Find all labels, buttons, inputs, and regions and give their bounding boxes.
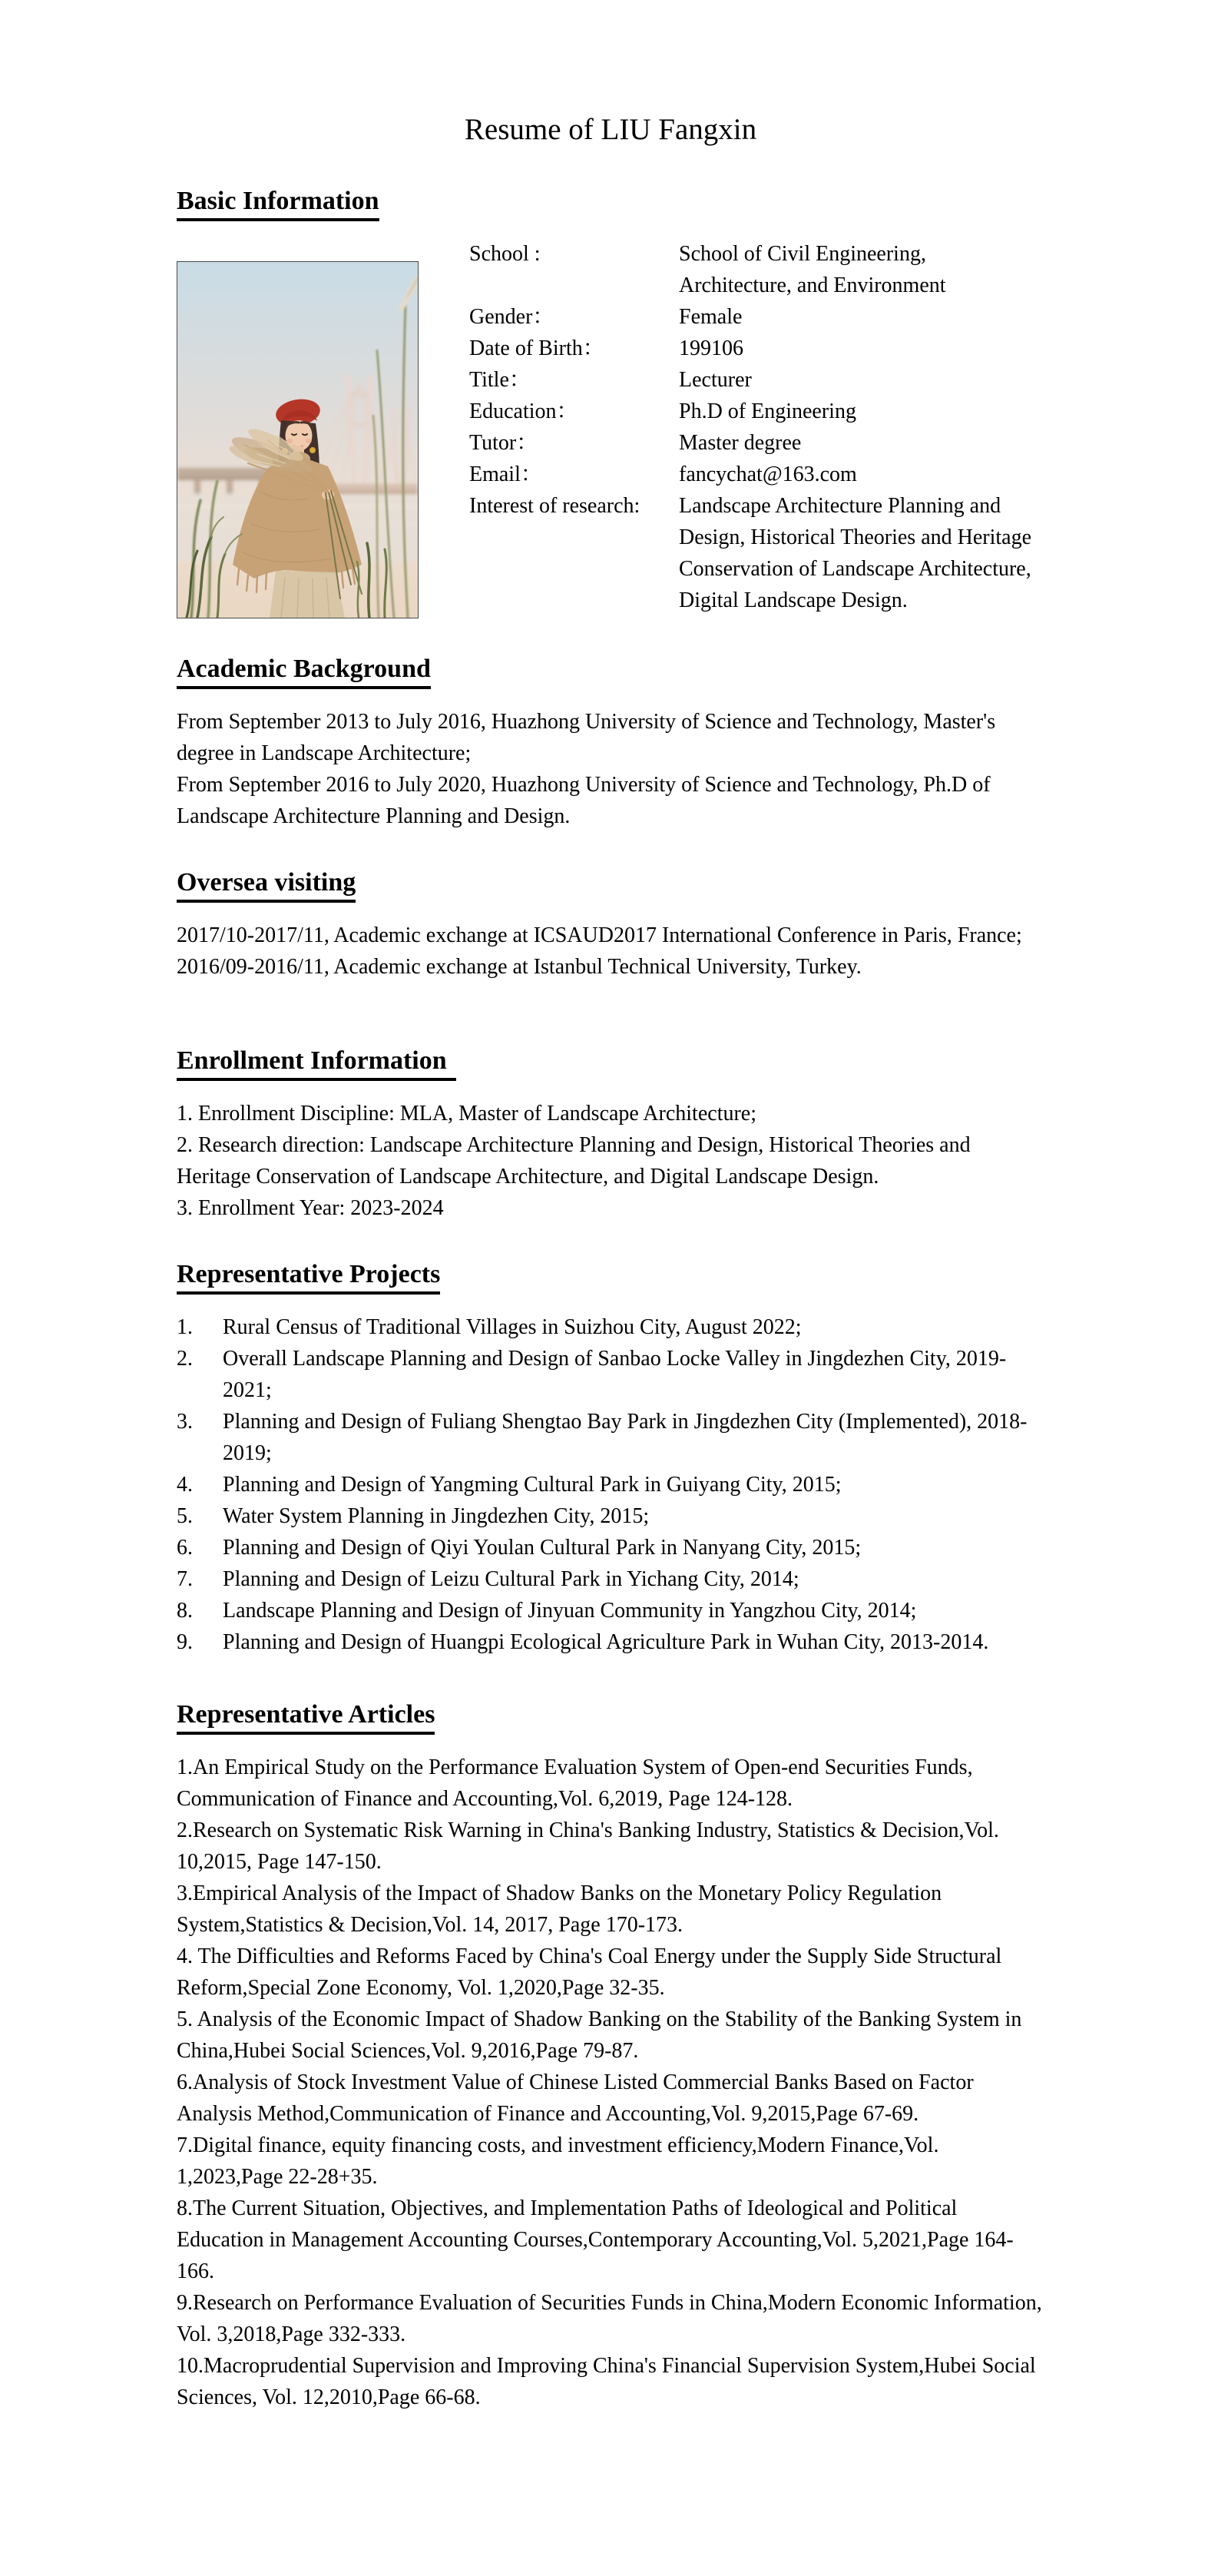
field-label: Gender： [469, 305, 554, 329]
enrollment-item: 2. Research direction: Landscape Architecture Planning and Design, Historical Theories and Heritage Conservation of Landscape Architecture, and Digital Landscape Design. [177, 1133, 971, 1189]
basic-info-section [177, 238, 1044, 618]
academic-paragraph: From September 2013 to July 2016, Huazhong University of Science and Technology, Master's degree in Landscape Architecture; [177, 710, 996, 765]
field-label: Email： [469, 462, 542, 486]
basic-info-row [469, 459, 1044, 490]
project-item [177, 1406, 1044, 1469]
section-heading-enrollment [177, 1046, 1044, 1081]
field-value: Master degree [679, 431, 802, 455]
basic-info-row [469, 333, 1044, 364]
field-label: Interest of research: [469, 494, 640, 518]
section-heading-oversea-label: Oversea visiting [177, 867, 356, 903]
project-number: 8. [177, 1599, 193, 1623]
portrait-photo-image [177, 262, 418, 618]
project-item [177, 1595, 1044, 1626]
article-item: 2.Research on Systematic Risk Warning in China's Banking Industry, Statistics & Decision,Vol. 10,2015, Page 147-150. [177, 1818, 999, 1874]
field-label: Date of Birth： [469, 337, 604, 360]
section-heading-academic-label: Academic Background [177, 654, 431, 689]
article-item: 3.Empirical Analysis of the Impact of Shadow Banks on the Monetary Policy Regulation System,Statistics & Decision,Vol. 14, 2017, Page 170-173. [177, 1881, 942, 1937]
basic-info-fields [469, 238, 1044, 616]
section-heading-enrollment-label: Enrollment Information [177, 1046, 456, 1081]
project-text: Rural Census of Traditional Villages in Suizhou City, August 2022; [223, 1315, 802, 1339]
field-value: fancychat@163.com [679, 462, 857, 486]
project-text: Water System Planning in Jingdezhen City, 2015; [223, 1504, 650, 1528]
field-value: School of Civil Engineering, Architecture, and Environment [679, 242, 946, 297]
basic-info-row [469, 396, 1044, 427]
page-title: Resume of LIU Fangxin [464, 113, 757, 146]
field-value: Ph.D of Engineering [679, 399, 856, 423]
project-text: Overall Landscape Planning and Design of Sanbao Locke Valley in Jingdezhen City, 2019-2021; [223, 1347, 1007, 1402]
project-text: Landscape Planning and Design of Jinyuan Community in Yangzhou City, 2014; [223, 1599, 917, 1623]
project-item [177, 1626, 1044, 1658]
field-label: Tutor： [469, 431, 538, 455]
project-number: 9. [177, 1630, 193, 1654]
article-item: 5. Analysis of the Economic Impact of Shadow Banking on the Stability of the Banking System in China,Hubei Social Sciences,Vol. 9,2016,Page 79-87. [177, 2007, 1022, 2063]
project-item [177, 1500, 1044, 1532]
project-number: 3. [177, 1410, 193, 1434]
project-number: 5. [177, 1504, 193, 1528]
section-heading-projects-label: Representative Projects [177, 1259, 440, 1295]
oversea-paragraph: 2016/09-2016/11, Academic exchange at Istanbul Technical University, Turkey. [177, 955, 862, 979]
project-item [177, 1469, 1044, 1500]
project-item [177, 1343, 1044, 1406]
basic-info-row [469, 427, 1044, 459]
section-heading-academic [177, 654, 1044, 689]
section-heading-projects [177, 1259, 1044, 1295]
basic-info-row [469, 364, 1044, 396]
basic-info-row [469, 238, 1044, 301]
project-number: 1. [177, 1315, 193, 1339]
article-item: 1.An Empirical Study on the Performance Evaluation System of Open-end Securities Funds, Communication of Finance and Accounting,Vol. 6,2019, Page 124-128. [177, 1755, 973, 1811]
section-heading-articles-label: Representative Articles [177, 1699, 435, 1735]
field-value: 199106 [679, 337, 743, 360]
basic-info-row [469, 490, 1044, 616]
project-text: Planning and Design of Yangming Cultural Park in Guiyang City, 2015; [223, 1473, 842, 1497]
project-text: Planning and Design of Fuliang Shengtao Bay Park in Jingdezhen City (Implemented), 2018-2019; [223, 1410, 1028, 1465]
field-label: Education： [469, 399, 578, 423]
section-heading-basic [177, 186, 1044, 221]
section-heading-articles [177, 1699, 1044, 1735]
article-item: 8.The Current Situation, Objectives, and Implementation Paths of Ideological and Political Education in Management Accounting Courses,Contemporary Accounting,Vol. 5,2021,Page 164-166. [177, 2196, 1014, 2283]
article-item: 10.Macroprudential Supervision and Improving China's Financial Supervision System,Hubei Social Sciences, Vol. 12,2010,Page 66-68. [177, 2354, 1036, 2409]
enrollment-item: 3. Enrollment Year: 2023-2024 [177, 1196, 444, 1220]
field-label: Title： [469, 368, 531, 392]
project-text: Planning and Design of Leizu Cultural Park in Yichang City, 2014; [223, 1567, 799, 1591]
section-heading-oversea [177, 867, 1044, 903]
project-item [177, 1532, 1044, 1563]
project-number: 7. [177, 1567, 193, 1591]
field-value: Lecturer [679, 368, 752, 392]
project-item [177, 1563, 1044, 1595]
field-value: Landscape Architecture Planning and Design, Historical Theories and Heritage Conservation of Landscape Architecture, Digital Landscape Design. [679, 494, 1032, 612]
article-item: 9.Research on Performance Evaluation of Securities Funds in China,Modern Economic Information, Vol. 3,2018,Page 332-333. [177, 2291, 1042, 2346]
section-heading-basic-label: Basic Information [177, 186, 379, 221]
oversea-paragraph: 2017/10-2017/11, Academic exchange at ICSAUD2017 International Conference in Paris, France; [177, 923, 1022, 947]
project-item [177, 1311, 1044, 1343]
academic-paragraph: From September 2016 to July 2020, Huazhong University of Science and Technology, Ph.D of Landscape Architecture Planning and Design. [177, 773, 991, 828]
enrollment-item: 1. Enrollment Discipline: MLA, Master of Landscape Architecture; [177, 1102, 757, 1126]
profile-photo [177, 261, 419, 618]
project-text: Planning and Design of Qiyi Youlan Cultural Park in Nanyang City, 2015; [223, 1536, 862, 1560]
article-item: 7.Digital finance, equity financing costs, and investment efficiency,Modern Finance,Vol. 1,2023,Page 22-28+35. [177, 2133, 939, 2189]
field-value: Female [679, 305, 743, 329]
project-number: 4. [177, 1473, 193, 1497]
basic-info-row [469, 301, 1044, 333]
project-number: 2. [177, 1347, 193, 1371]
project-number: 6. [177, 1536, 193, 1560]
project-text: Planning and Design of Huangpi Ecological Agriculture Park in Wuhan City, 2013-2014. [223, 1630, 989, 1654]
field-label: School : [469, 242, 541, 266]
article-item: 6.Analysis of Stock Investment Value of Chinese Listed Commercial Banks Based on Factor Analysis Method,Communication of Finance and Accounting,Vol. 9,2015,Page 67-69. [177, 2070, 974, 2126]
article-item: 4. The Difficulties and Reforms Faced by China's Coal Energy under the Supply Side Structural Reform,Special Zone Economy, Vol. 1,2020,Page 32-35. [177, 1944, 1002, 2000]
